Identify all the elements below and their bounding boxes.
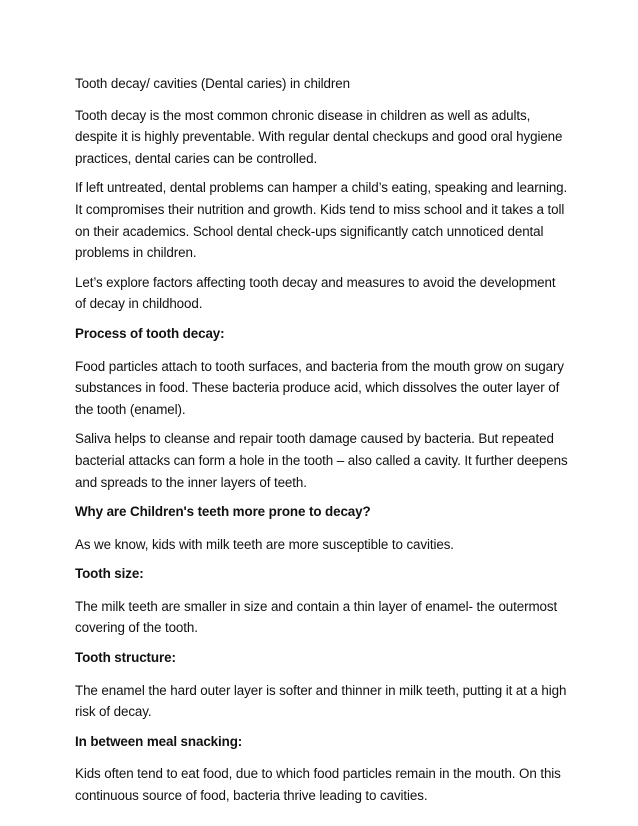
document-title: Tooth decay/ cavities (Dental caries) in children — [75, 76, 350, 91]
tooth-structure-paragraph: The enamel the hard outer layer is softer and thinner in milk teeth, putting it at a high risk of decay. — [75, 682, 567, 720]
document-page — [75, 73, 570, 815]
tooth-size-paragraph: The milk teeth are smaller in size and contain a thin layer of enamel- the outermost covering of the tooth. — [75, 598, 558, 636]
section-heading-tooth-size: Tooth size: — [75, 566, 144, 582]
section-heading-tooth-structure: Tooth structure: — [75, 650, 176, 666]
intro-paragraph-2: If left untreated, dental problems can hamper a child’s eating, speaking and learning. It compromises their nutrition and growth. Kids tend to miss school and it takes a toll on their academics. School dental check-ups significantly catch unnoticed dental problems in children. — [75, 180, 568, 261]
intro-paragraph-1: Tooth decay is the most common chronic disease in children as well as adults, despite it is highly preventable. With regular dental checkups and good oral hygiene practices, dental caries can be controlled. — [75, 107, 563, 166]
section-heading-why: Why are Children's teeth more prone to decay? — [75, 504, 371, 520]
process-paragraph-2: Saliva helps to cleanse and repair tooth damage caused by bacteria. But repeated bacterial attacks can form a hole in the tooth – also called a cavity. It further deepens and spreads to the inner layers of teeth. — [75, 431, 568, 490]
intro-paragraph-3: Let’s explore factors affecting tooth decay and measures to avoid the development of decay in childhood. — [75, 274, 556, 312]
section-heading-snacking: In between meal snacking: — [75, 733, 243, 749]
why-paragraph: As we know, kids with milk teeth are more susceptible to cavities. — [75, 536, 454, 552]
section-heading-process: Process of tooth decay: — [75, 325, 225, 341]
snacking-paragraph: Kids often tend to eat food, due to which food particles remain in the mouth. On this continuous source of food, bacteria thrive leading to cavities. — [75, 766, 561, 804]
process-paragraph-1: Food particles attach to tooth surfaces, and bacteria from the mouth grow on sugary substances in food. These bacteria produce acid, which dissolves the outer layer of the tooth (enamel). — [75, 358, 564, 417]
